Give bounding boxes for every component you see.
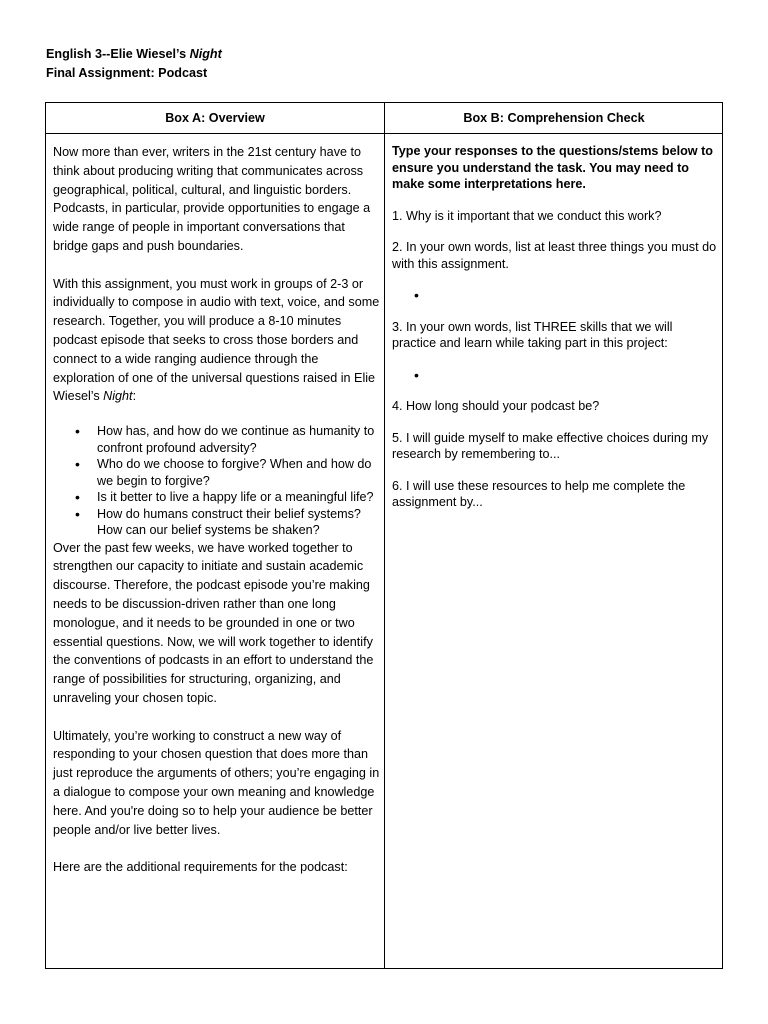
colon: : — [132, 389, 137, 404]
question-2: 2. In your own words, list at least three things you must do with this assignment. — [392, 240, 717, 271]
question-1: 1. Why is it important that we conduct this work? — [392, 208, 662, 223]
question-5: 5. I will guide myself to make effective choices during my research by remembering to... — [392, 430, 709, 461]
course-title: Night — [189, 47, 222, 61]
course-prefix: English 3--Elie Wiesel’s — [46, 47, 190, 61]
course-line — [46, 45, 222, 64]
box-b-heading: Box B: Comprehension Check — [463, 111, 645, 125]
assignment-table — [45, 102, 723, 969]
book-title: Night — [103, 389, 133, 404]
header-row-divider — [46, 133, 722, 134]
question-3: 3. In your own words, list THREE skills that we will practice and learn while taking part in this project: — [392, 319, 673, 350]
overview-paragraph-4: Ultimately, you’re working to construct a new way of responding to your chosen question that does more than just reproduce the arguments of others; you’re engaging in a dialogue to compose your own meaning and knowledge here. And you're doing so to help your audience be better people and/or live better lives. — [53, 728, 380, 837]
answer-bullet[interactable]: • — [414, 366, 419, 383]
box-b-comprehension[interactable] — [392, 143, 718, 511]
question-6: 6. I will use these resources to help me complete the assignment by... — [392, 478, 686, 509]
overview-paragraph-2 — [53, 275, 381, 407]
question-item: • How do humans construct their belief systems? How can our belief systems be shaken? — [53, 506, 381, 539]
question-4: 4. How long should your podcast be? — [392, 399, 600, 413]
overview-paragraph-2-text: With this assignment, you must work in groups of 2-3 or individually to compose in audio with text, voice, and some research. Together, you will produce a 8-10 minutes podcast episode that seeks to cross those borders and connect to a wide ranging audience through the exploration of one of the universal questions raised in Elie Wiesel’s — [53, 276, 380, 404]
overview-paragraph-1: Now more than ever, writers in the 21st century have to think about producing writing that communicates across geographical, political, cultural, and linguistic borders. Podcasts, in particular, provide opportunities to engage a wide range of people in important conversations that bridge gaps and push boundaries. — [53, 145, 371, 253]
column-divider — [384, 103, 385, 968]
overview-paragraph-3: Over the past few weeks, we have worked together to strengthen our capacity to initiate and sustain academic discourse. Therefore, the podcast episode you’re making needs to be discussion-driven rather than one long monologue, and it needs to be grounded in one or two essential questions. Now, we will work together to identify the conventions of podcasts in an effort to understand the range of possibilities for structuring, organizing, and unraveling your chosen topic. — [53, 540, 374, 706]
question-item: • Who do we choose to forgive? When and how do we begin to forgive? — [53, 456, 381, 489]
assignment-title: Final Assignment: Podcast — [46, 66, 208, 80]
comprehension-instructions: Type your responses to the questions/stems below to ensure you understand the task. You may need to make some interpretations here. — [392, 144, 713, 191]
answer-bullet[interactable]: • — [414, 287, 419, 303]
universal-questions-list — [53, 423, 381, 539]
document-header — [46, 45, 222, 83]
box-a-heading: Box A: Overview — [165, 111, 265, 125]
question-item: • Is it better to live a happy life or a meaningful life? — [53, 489, 381, 506]
box-a-overview — [53, 143, 381, 877]
question-item: • How has, and how do we continue as humanity to confront profound adversity? — [53, 423, 381, 456]
overview-paragraph-5: Here are the additional requirements for the podcast: — [53, 860, 348, 875]
